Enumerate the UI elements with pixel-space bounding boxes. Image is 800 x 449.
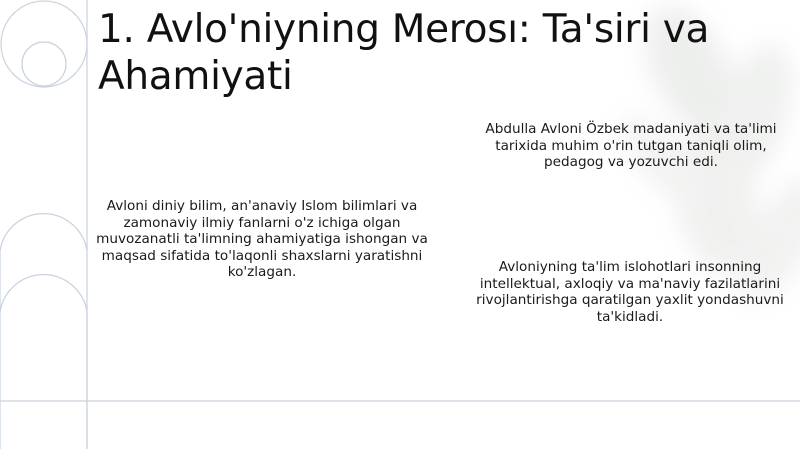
- slide-title: 1. Avlo'niyning Merosı: Ta'siri va Ahamiyati: [98, 7, 710, 99]
- lower-arch: [0, 275, 87, 449]
- upper-arch: [0, 214, 87, 251]
- text-block-left: Avloni diniy bilim, an'anaviy Islom bilimlari va zamonaviy ilmiy fanlarni o'z ichiga olgan muvozanatli ta'limning ahamiyatiga ishongan va maqsad sifatida to'laqonli shaxslarni yaratishni ko'zlagan.: [96, 198, 428, 280]
- text-block-right-top: Abdulla Avloni Özbek madaniyati va ta'limi tarixida muhim o'rin tutgan taniqli olim, pedagog va yozuvchi edi.: [485, 121, 777, 170]
- text-block-right-bottom: Avloniyning ta'lim islohotlari insonning intellektual, axloqiy va ma'naviy fazilatlarini rivojlantirishga qaratilgan yaxlit yondashuvni ta'kidladi.: [476, 259, 784, 325]
- large-circle-icon: [1, 1, 87, 87]
- small-circle-icon: [22, 42, 66, 86]
